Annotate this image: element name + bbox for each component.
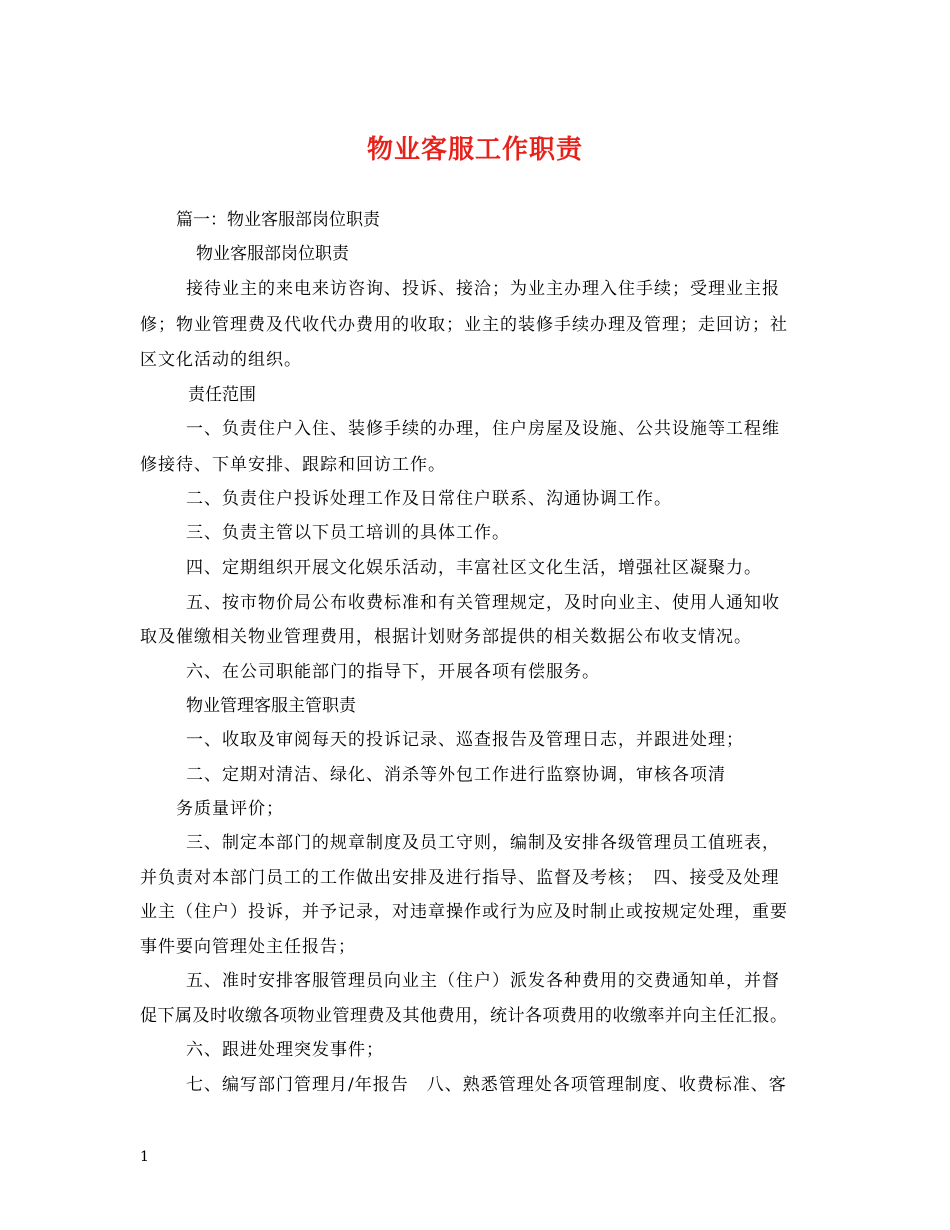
paragraph-line: 并负责对本部门员工的工作做出安排及进行指导、监督及考核； 四、接受及处理: [140, 868, 780, 888]
paragraph-line: 二、负责住户投诉处理工作及日常住户联系、沟通协调工作。: [186, 489, 672, 509]
paragraph-line: 七、编写部门管理月/年报告 八、熟悉管理处各项管理制度、收费标准、客: [186, 1075, 787, 1095]
paragraph-line: 六、跟进处理突发事件；: [186, 1040, 384, 1060]
sub-heading: 物业管理客服主管职责: [186, 696, 356, 716]
paragraph-line: 四、定期组织开展文化娱乐活动，丰富社区文化生活，增强社区凝聚力。: [186, 558, 762, 578]
paragraph-line: 五、准时安排客服管理员向业主（住户）派发各种费用的交费通知单，并督: [186, 971, 780, 991]
paragraph-line: 六、在公司职能部门的指导下，开展各项有偿服务。: [186, 662, 600, 682]
sub-heading: 责任范围: [188, 385, 256, 405]
paragraph-line: 三、负责主管以下员工培训的具体工作。: [186, 523, 510, 543]
sub-heading: 物业客服部岗位职责: [196, 244, 349, 264]
paragraph-line: 修；物业管理费及代收代办费用的收取；业主的装修手续办理及管理；走回访；社: [140, 315, 788, 335]
document-title: 物业客服工作职责: [366, 135, 583, 165]
paragraph-line: 二、定期对清洁、绿化、消杀等外包工作进行监察协调，审核各项清: [186, 765, 726, 785]
paragraph-line: 事件要向管理处主任报告；: [140, 937, 356, 957]
paragraph-line: 三、制定本部门的规章制度及员工守则，编制及安排各级管理员工值班表，: [186, 833, 780, 853]
paragraph-line: 接待业主的来电来访咨询、投诉、接洽；为业主办理入住手续；受理业主报: [186, 279, 780, 299]
paragraph-line: 取及催缴相关物业管理费用，根据计划财务部提供的相关数据公布收支情况。: [140, 627, 752, 647]
paragraph-line: 促下属及时收缴各项物业管理费及其他费用，统计各项费用的收缴率并向主任汇报。: [140, 1006, 788, 1026]
paragraph-line: 修接待、下单安排、跟踪和回访工作。: [140, 455, 446, 475]
paragraph-line: 务质量评价；: [176, 799, 284, 819]
paragraph-line: 区文化活动的组织。: [140, 350, 302, 370]
page-number: 1: [140, 1149, 149, 1165]
section-heading: 篇一：物业客服部岗位职责: [176, 210, 380, 230]
paragraph-line: 一、负责住户入住、装修手续的办理，住户房屋及设施、公共设施等工程维: [186, 419, 780, 439]
paragraph-line: 业主（住户）投诉，并予记录，对违章操作或行为应及时制止或按规定处理，重要: [140, 902, 788, 922]
paragraph-line: 一、收取及审阅每天的投诉记录、巡查报告及管理日志，并跟进处理；: [186, 730, 744, 750]
paragraph-line: 五、按市物价局公布收费标准和有关管理规定，及时向业主、使用人通知收: [186, 593, 780, 613]
